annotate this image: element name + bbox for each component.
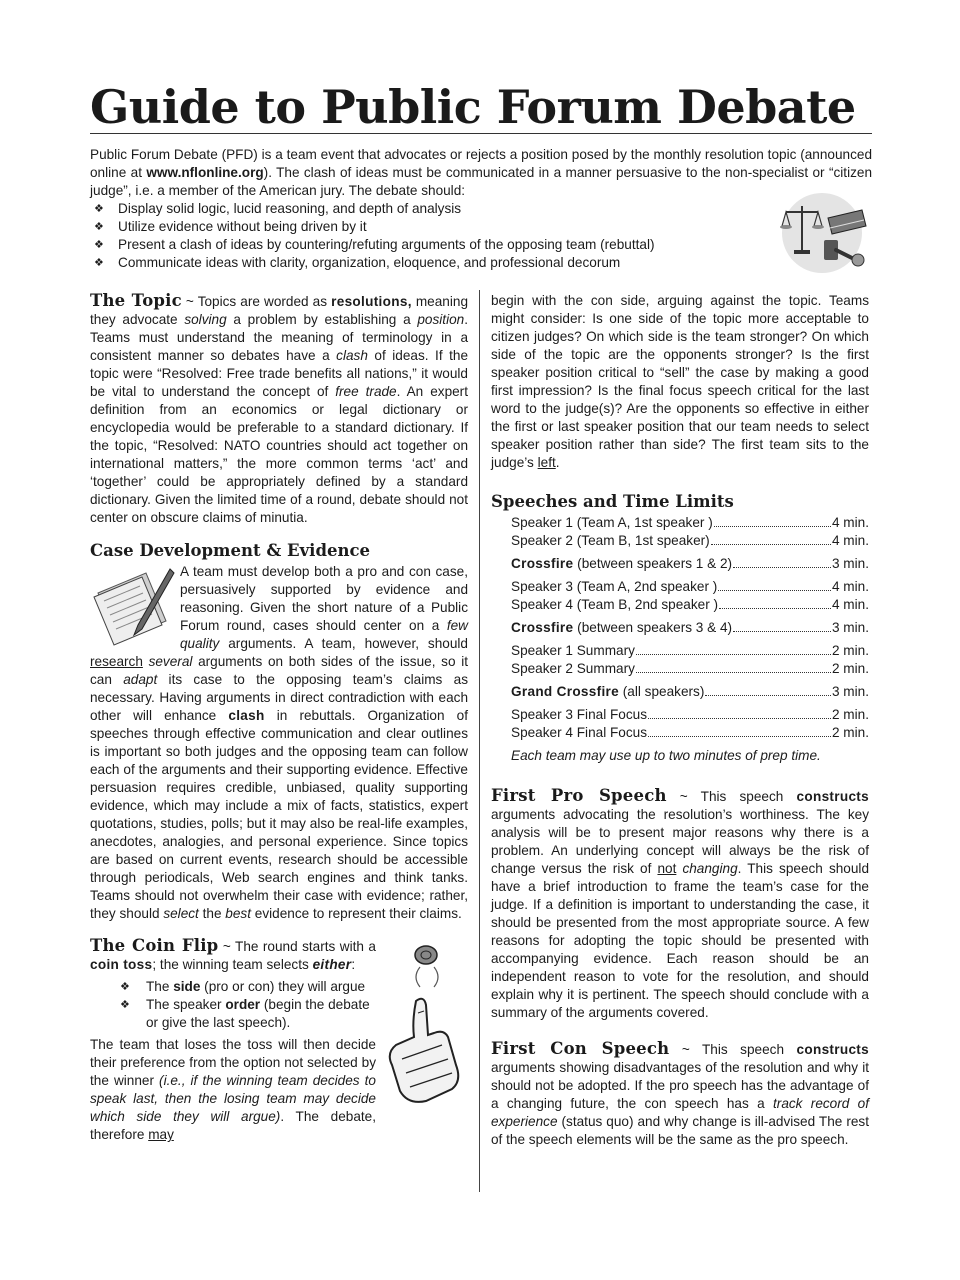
case-keyword: clash (228, 708, 265, 723)
coin-text: begin with the con side, arguing against the topic. Teams might consider: Is one side of the topic more acceptable to citizen judges? On which side is the team stronger? On which side of the topic are the opponents stronger? Is the first speaker position critical to “sell” the case by making a good first impression? Is the final focus speech critical for the last word to the judge(s)? Are the opponents so effective in either the first or last speaker position that our team needs to select speaker position rather than side? The first team sits to the judge’s (491, 293, 869, 470)
heading-separator: ~ (181, 294, 198, 309)
pro-text: This speech (700, 789, 797, 804)
speech-label (511, 555, 732, 573)
topic-text: of ideas. If the topic were “Resolved: Free trade benefits all nations,” it would be vital to understand the concept of (90, 348, 469, 399)
con-text: This speech (702, 1042, 797, 1057)
con-keyword: constructs (796, 1042, 869, 1057)
pro-paragraph (491, 787, 869, 1022)
coin-text: The team that loses the toss will then decide their preference from the option not selected by the winner (90, 1037, 376, 1088)
intro-section (90, 146, 872, 272)
coin-option-text: The speaker (146, 997, 226, 1012)
pro-text: . This speech should have a brief introduction to frame the team’s case for the judge. If a definition is important to understanding the case, it should be presented from the most appropriate source. A few reasons for adopting the topic should be presented with accompanying evidence. Each reason should be an independent reason to vote for the resolution, and should explain why it is pertinent. The speech should conclude with a summary of the arguments covered. (491, 861, 870, 1020)
con-emphasis: track record of experience (491, 1096, 869, 1129)
speech-label-rest: (between speakers 1 & 2) (573, 556, 733, 571)
dot-leader (636, 672, 831, 673)
speech-item (511, 706, 869, 724)
speech-time: 2 min. (831, 661, 869, 676)
pro-heading: First Pro Speech (491, 786, 667, 805)
speech-label (511, 683, 704, 701)
speech-label: Speaker 3 (Team A, 2nd speaker ) (511, 579, 718, 594)
dot-leader (714, 526, 831, 527)
diamond-bullet-icon: ❖ (120, 981, 130, 993)
speech-label-rest: (all speakers) (619, 684, 705, 699)
coin-continued-right (491, 292, 869, 472)
coin-keyword: coin toss (90, 957, 153, 972)
coin-underline: may (148, 1127, 174, 1142)
intro-bullet (90, 200, 872, 218)
case-text: A team must develop both a pro and con case, persuasively supported by evidence and reasoning. Given the short nature of a Public Forum round, cases should center on a (180, 564, 468, 633)
intro-bullet-text: Utilize evidence without being driven by it (118, 219, 367, 234)
pro-text: arguments advocating the resolution’s worthiness. The key analysis will be to present major reasons why there is a problem. An underlying concept will always be the risk of change versus the risk of (491, 807, 869, 876)
coin-options-list (90, 978, 468, 1032)
coin-text: . (555, 455, 560, 470)
prep-time-note: Each team may use up to two minutes of prep time. (511, 748, 821, 763)
topic-emphasis: position (417, 312, 465, 327)
coin-text: : (351, 957, 356, 972)
speech-item (511, 724, 869, 742)
coin-option-text: (begin the debate or give the last speech). (146, 997, 370, 1030)
coin-text: . The debate, therefore (90, 1109, 376, 1142)
intro-bullet-text: Communicate ideas with clarity, organization, eloquence, and professional decorum (118, 255, 621, 270)
speech-item (511, 596, 869, 614)
dot-leader (648, 718, 831, 719)
spacer (491, 472, 869, 492)
page-title: Guide to Public Forum Debate (90, 80, 856, 134)
speech-label-rest: (between speakers 3 & 4) (573, 620, 733, 635)
speech-label: Speaker 4 (Team B, 2nd speaker ) (511, 597, 719, 612)
coin-option (90, 996, 468, 1032)
speech-item (511, 578, 869, 596)
speech-item (511, 683, 869, 701)
case-emphasis: several (148, 654, 193, 669)
dot-leader (733, 567, 831, 568)
case-heading: Case Development & Evidence (90, 541, 371, 560)
intro-text-2: ). The clash of ideas must be communicated in a manner persuasive to the non-specialist or “citizen judge”, i.e. a member of the American jury. The debate should: (90, 165, 873, 198)
pro-keyword: constructs (796, 789, 869, 804)
coin-keyword: either (312, 957, 352, 972)
right-column (491, 292, 869, 1149)
speech-label: Speaker 4 Final Focus (511, 725, 648, 740)
topic-text: . An expert definition from an economics or legal dictionary or encyclopedia would be preferable to a standard dictionary. If the topic, “Resolved: NATO countries should act together on international matters,” the more common terms ‘act’ and ‘together’ could be appropriately defined by a standard dictionary. Given the limited time of a round, debate should not center on obscure claims of minutia. (90, 384, 468, 525)
speech-item (511, 660, 869, 678)
dot-leader (711, 544, 831, 545)
intro-bullet (90, 254, 872, 272)
case-underline: research (90, 654, 143, 669)
coin-option (90, 978, 468, 996)
diamond-bullet-icon: ❖ (120, 999, 130, 1011)
case-emphasis: select (163, 906, 199, 921)
speech-label: Speaker 3 Final Focus (511, 707, 648, 722)
case-text: evidence to represent their claims. (250, 906, 462, 921)
speech-time: 2 min. (831, 643, 869, 658)
speech-keyword: Crossfire (511, 620, 574, 635)
coin-option-text: The (146, 979, 174, 994)
con-paragraph (491, 1040, 869, 1149)
case-text: its case to the opposing team’s claims as necessary. Having arguments in direct contradiction with each other will enhance (90, 672, 468, 723)
topic-paragraph (90, 292, 468, 527)
pro-emphasis: changing (682, 861, 738, 876)
speech-label: Speaker 1 Summary (511, 643, 635, 658)
spacer (491, 765, 869, 787)
spacer (90, 527, 468, 541)
intro-bullet (90, 236, 872, 254)
coin-text: The round starts with a (235, 939, 376, 954)
paper-and-pen-icon (90, 563, 176, 649)
spacer (491, 1022, 869, 1040)
speech-time: 4 min. (831, 533, 869, 548)
coin-heading: The Coin Flip (90, 936, 219, 955)
column-divider (479, 290, 480, 1192)
speech-item (511, 514, 869, 532)
coin-paragraph (90, 937, 468, 974)
dot-leader (719, 608, 831, 609)
speech-time: 4 min. (831, 515, 869, 530)
con-text: (status quo) and why change is ill-advised The rest of the speech elements will be the same as the pro speech. (491, 1114, 869, 1147)
speech-time: 3 min. (831, 556, 869, 571)
diamond-bullet-icon: ❖ (94, 257, 104, 269)
speech-time: 3 min. (831, 684, 869, 699)
speech-keyword: Crossfire (511, 556, 574, 571)
con-heading: First Con Speech (491, 1039, 670, 1058)
diamond-bullet-icon: ❖ (94, 239, 104, 251)
intro-url: www.nflonline.org (146, 165, 264, 180)
title-rule (90, 133, 872, 134)
intro-bullet-list (90, 200, 872, 272)
coin-text: ; the winning team selects (152, 957, 313, 972)
con-text: arguments showing disadvantages of the resolution and why it should not be adopted. If the pro speech has the advantage of a changing future, the con speech has a (491, 1060, 869, 1111)
dot-leader (648, 736, 831, 737)
coin-option-text: (pro or con) they will argue (200, 979, 366, 994)
left-column (90, 292, 468, 1144)
case-text: arguments. A team, however, should (219, 636, 468, 651)
scales-of-justice-icon (772, 188, 872, 278)
case-emphasis: few quality (180, 618, 468, 651)
topic-text: meaning they advocate (90, 294, 468, 327)
topic-emphasis: clash (336, 348, 368, 363)
document-page (90, 0, 872, 1280)
topic-heading: The Topic (90, 291, 182, 310)
dot-leader (733, 631, 831, 632)
intro-bullet (90, 218, 872, 236)
case-text: the (198, 906, 226, 921)
speech-label (511, 619, 732, 637)
speech-item (511, 532, 869, 550)
pro-underline: not (657, 861, 677, 876)
speech-time: 4 min. (831, 597, 869, 612)
coin-underline: left (537, 455, 556, 470)
speech-time: 2 min. (831, 725, 869, 740)
heading-separator: ~ (666, 789, 701, 804)
speech-label: Speaker 2 (Team B, 1st speaker) (511, 533, 710, 548)
topic-emphasis: free trade (335, 384, 397, 399)
coin-option-keyword: order (225, 997, 261, 1012)
case-paragraph (90, 563, 468, 923)
intro-paragraph (90, 146, 872, 200)
speech-time-list (491, 514, 869, 742)
speech-label: Speaker 1 (Team A, 1st speaker ) (511, 515, 713, 530)
topic-emphasis: solving (184, 312, 227, 327)
diamond-bullet-icon: ❖ (94, 221, 104, 233)
case-text: arguments on both sides of the issue, so it can (90, 654, 468, 687)
coin-option-keyword: side (173, 979, 201, 994)
speeches-heading: Speeches and Time Limits (491, 492, 734, 511)
coin-emphasis: (i.e., if the winning team decides to speak last, then the losing team may decide which side they will argue) (90, 1073, 376, 1124)
intro-bullet-text: Display solid logic, lucid reasoning, and depth of analysis (118, 201, 462, 216)
dot-leader (718, 590, 831, 591)
speech-time: 2 min. (831, 707, 869, 722)
case-text: in rebuttals. Organization of speeches through effective communication and clear outlines is important so both judges and the opposing team can follow each of the arguments and their supporting evidence. Effective persuasion requires credible, unbiased, quality supporting evidence, which may include a mix of facts, statistics, expert quotations, studies, polls; but it may also be real-life examples, anecdotes, analogies, and personal experience. Since topics are based on current events, research should be accessible through periodicals, Web search engines and think tanks. Teams should not overwhelm their case with evidence; rather, they should (90, 708, 469, 921)
speech-item (511, 619, 869, 637)
dot-leader (636, 654, 831, 655)
speech-time: 4 min. (831, 579, 869, 594)
dot-leader (705, 695, 831, 696)
speech-label: Speaker 2 Summary (511, 661, 635, 676)
topic-text: Topics are worded as (197, 294, 332, 309)
speech-item (511, 642, 869, 660)
case-emphasis: adapt (123, 672, 158, 687)
topic-keyword: resolutions, (331, 294, 412, 309)
intro-text-1: Public Forum Debate (PFD) is a team event that advocates or rejects a position posed by the monthly resolution topic (announced online at (90, 147, 872, 180)
case-emphasis: best (225, 906, 251, 921)
spacer (90, 923, 468, 937)
topic-text: . Teams must understand the meaning of terminology in a consistent manner so debates have a (90, 312, 468, 363)
speech-item (511, 555, 869, 573)
heading-separator: ~ (669, 1042, 702, 1057)
speech-keyword: Grand Crossfire (511, 684, 619, 699)
heading-separator: ~ (218, 939, 236, 954)
topic-text: a problem by establishing a (226, 312, 418, 327)
intro-bullet-text: Present a clash of ideas by countering/refuting arguments of the opposing team (rebuttal) (118, 237, 655, 252)
diamond-bullet-icon: ❖ (94, 203, 104, 215)
speech-time: 3 min. (831, 620, 869, 635)
